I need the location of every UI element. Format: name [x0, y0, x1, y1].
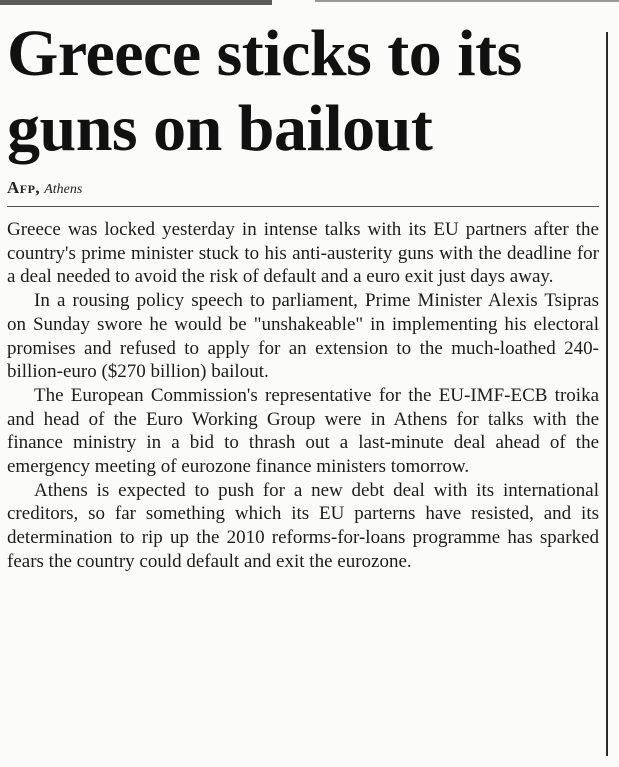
- article-paragraph: The European Commission's representative for the EU-IMF-ECB troika and head of the Euro Working Group were in Athens for talks with the finance ministry in a bid to thrash out a last-minute deal ahead of the emergency meeting of eurozone finance ministers tomorrow.: [7, 384, 599, 478]
- byline-agency: Afp,: [7, 178, 41, 197]
- top-rule-left: [0, 0, 272, 5]
- news-article: [7, 16, 599, 574]
- top-rule-right: [315, 0, 619, 2]
- column-divider: [606, 32, 608, 756]
- byline-location: Athens: [44, 182, 83, 197]
- byline-divider: [7, 206, 599, 207]
- article-paragraph: Athens is expected to push for a new debt deal with its international creditors, so far something which its EU parterns have resisted, and its determination to rip up the 2010 reforms-for-loans programme has sparked fears the country could default and exit the eurozone.: [7, 479, 599, 572]
- article-paragraph: Greece was locked yesterday in intense talks with its EU partners after the country's prime minister stuck to his anti-austerity guns with the deadline for a deal needed to avoid the risk of default and a euro exit just days away.: [7, 219, 599, 288]
- article-body: [7, 218, 599, 574]
- byline: [7, 176, 599, 200]
- article-paragraph: In a rousing policy speech to parliament, Prime Minister Alexis Tsipras on Sunday swore he would be "unshakeable" in implementing his electoral promises and refused to apply for an extension to the much-loathed 240-billion-euro ($270 billion) bailout.: [7, 290, 599, 383]
- headline: Greece sticks to its guns on bailout: [7, 17, 522, 165]
